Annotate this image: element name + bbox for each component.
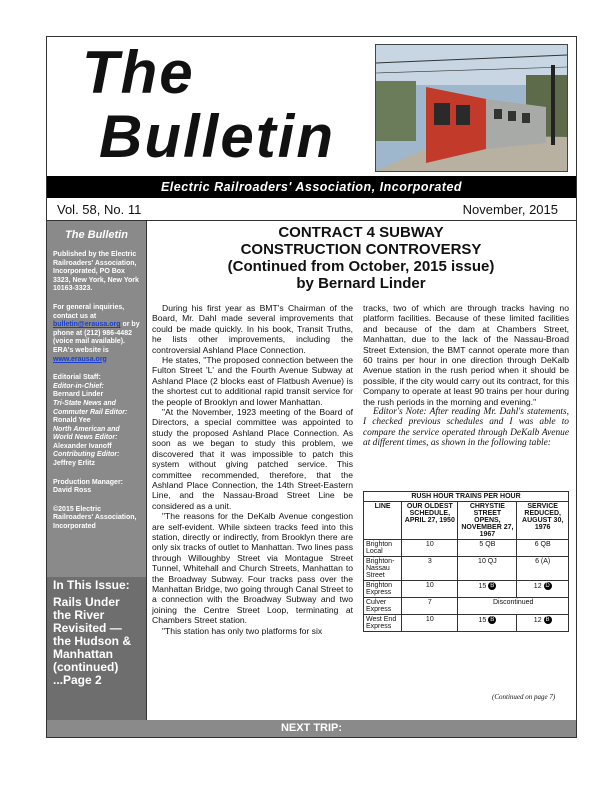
inquiries-prefix: For general inquiries, contact us at: [53, 303, 125, 320]
editorial-staff: [47, 374, 146, 469]
article-headline: [150, 224, 572, 292]
headline-line: CONTRACT 4 SUBWAY: [278, 224, 444, 241]
in-this-issue-item: Rails Under the River Revisited — the Hudson & Manhattan (continued) ...Page 2: [53, 595, 131, 687]
cell: 15 B: [458, 581, 517, 598]
column-divider: [146, 221, 147, 731]
train-photo: [375, 44, 568, 172]
continued-note: (Continued on page 7): [492, 693, 556, 701]
byline: by Bernard Linder: [296, 275, 426, 292]
in-this-issue-box: [47, 577, 146, 727]
staff-name: Bernard Linder: [53, 391, 104, 399]
staff-role: Editor-in-Chief:: [53, 382, 104, 390]
table-header: OUR OLDEST SCHEDULE, APRIL 27, 1950: [402, 502, 458, 540]
cell: 6 QB: [517, 540, 569, 557]
cell: 15 B: [458, 615, 517, 632]
table-row: [364, 540, 569, 557]
editor-note: Editor's Note: After reading Mr. Dahl's statements, I checked previous schedules and I was able to compare the service operated through DeKalb Avenue at different times, as shown in the following table:: [363, 407, 569, 449]
cell: 5 QB: [458, 540, 517, 557]
cell: 6 (A): [517, 557, 569, 581]
staff-role: North American and World News Editor:: [53, 425, 120, 442]
cell: 12 B: [517, 615, 569, 632]
cell: 3: [402, 557, 458, 581]
copyright: ©2015 Electric Railroaders' Association, Incorporated: [53, 505, 137, 531]
masthead-title-line1: The: [82, 39, 195, 106]
production-label: Production Manager:: [53, 478, 124, 486]
headline-line: (Continued from October, 2015 issue): [227, 258, 495, 275]
cell: 7: [402, 598, 458, 615]
paragraph: He states, "The proposed connection between the Fulton Street 'L' and the Fourth Avenue Subway at Ashland Place (2 blocks east of Flatbush Avenue) is the shortest cut to additional rapid transit service for the people of Brooklyn and lower Manhattan.: [152, 355, 353, 407]
staff-role: Contributing Editor:: [53, 451, 120, 459]
staff-name: Alexander Ivanoff: [53, 442, 112, 450]
production-name: David Ross: [53, 487, 92, 495]
table-header: SERVICE REDUCED, AUGUST 30, 1976: [517, 502, 569, 540]
route-b-icon: B: [545, 617, 550, 623]
production-info: [47, 479, 146, 496]
staff-name: Jeffrey Erlitz: [53, 460, 96, 468]
table-caption: RUSH HOUR TRAINS PER HOUR: [364, 492, 569, 502]
cell: 10: [402, 540, 458, 557]
route-b-icon: B: [490, 583, 495, 589]
website-link[interactable]: www.erausa.org: [53, 355, 107, 363]
association-banner: Electric Railroaders' Association, Incorporated: [47, 176, 576, 198]
in-this-issue-heading: In This Issue:: [53, 578, 130, 592]
paragraph: "At the November, 1923 meeting of the Board of Directors, a special committee was appointed to study the proposed Ashland Place Connection. As soon as we began to study this problem, we discovered that it was impossible to patch this system without giving patched service. This committee recommended, therefore, that the Ashland Place Connection, the 14th Street-Eastern Line, and the Nassau-Broad Street Line be considered as a unit.: [152, 407, 353, 511]
cell: 12 D: [517, 581, 569, 598]
staff-name: Ronald Yee: [53, 417, 91, 425]
next-trip-bar: NEXT TRIP:: [47, 720, 576, 737]
staff-heading: Editorial Staff:: [53, 374, 101, 382]
route-b-icon: B: [490, 617, 495, 623]
table-row: [364, 581, 569, 598]
line-name: Brighton Express: [364, 581, 402, 598]
cell: 10 QJ: [458, 557, 517, 581]
rush-hour-table: [363, 491, 569, 632]
table-row: [364, 557, 569, 581]
staff-role: Tri-State News and Commuter Rail Editor:: [53, 399, 128, 416]
sidebar: [47, 221, 146, 731]
cell: Discontinued: [458, 598, 569, 615]
table-row: [364, 615, 569, 632]
publisher-info: Published by the Electric Railroaders' Association, Incorporated, PO Box 3323, New York, New York 10163-3323.: [53, 251, 139, 293]
inquiries-info: [47, 304, 146, 364]
paragraph: "The reasons for the DeKalb Avenue congestion are self-evident. While sixteen tracks feed into this station, directly or indirectly, from Brooklyn there are only six tracks of outlet to Manhattan. Two lines pass through Willoughby Street via Montague Street Tunnel, Whitehall and Church Streets, Manhattan to the Broadway Subway. Four tracks pass over the Manhattan Bridge, two going through Canal Street to a connection with the Broadway Subway and two joining the Centre Street Loop, terminating at Chambers Street station.: [152, 511, 353, 626]
cell: 10: [402, 581, 458, 598]
line-name: West End Express: [364, 615, 402, 632]
paragraph: During his first year as BMT's Chairman of the Board, Mr. Dahl made several improvements that could be made quickly. In his book, Transit Truths, he lists other improvements, including the controversial Ashland Place Connection.: [152, 303, 353, 355]
article-column-2: [363, 303, 569, 449]
paragraph: "This station has only two platforms for six: [162, 625, 323, 636]
line-name: Brighton-Nassau Street: [364, 557, 402, 581]
line-name: Culver Express: [364, 598, 402, 615]
table-header: CHRYSTIE STREET OPENS, NOVEMBER 27, 1967: [458, 502, 517, 540]
headline-line: CONSTRUCTION CONTROVERSY: [240, 241, 482, 258]
issue-date: November, 2015: [462, 202, 558, 217]
line-name: Brighton Local: [364, 540, 402, 557]
masthead-title-line2: Bulletin: [99, 103, 335, 170]
cell: 10: [402, 615, 458, 632]
paragraph: tracks, two of which are through tracks having no platform facilities. Because of these limited facilities and because of the dam at Chambers Street, Manhattan, due to the lack of the Nassau-Broad Street Extension, the BMT cannot operate more than 60 trains per hour in one direction through DeKalb Avenue station in the rush period when it should be possible, if the city would carry out its contract, for this Company to operate at least 90 trains per hour during the rush periods in the morning and evening.": [363, 303, 569, 407]
table-row: [364, 598, 569, 615]
route-d-icon: D: [545, 583, 550, 589]
article-column-1: [152, 303, 353, 636]
volume-number: Vol. 58, No. 11: [57, 202, 142, 217]
sidebar-title: The Bulletin: [65, 229, 128, 241]
email-link[interactable]: bulletin@erausa.org: [53, 321, 121, 329]
inquiries-mid: or by phone at (212) 986-4482 (voice mail available). ERA's website is: [53, 321, 140, 354]
table-header: LINE: [364, 502, 402, 540]
volume-line: [47, 198, 576, 220]
